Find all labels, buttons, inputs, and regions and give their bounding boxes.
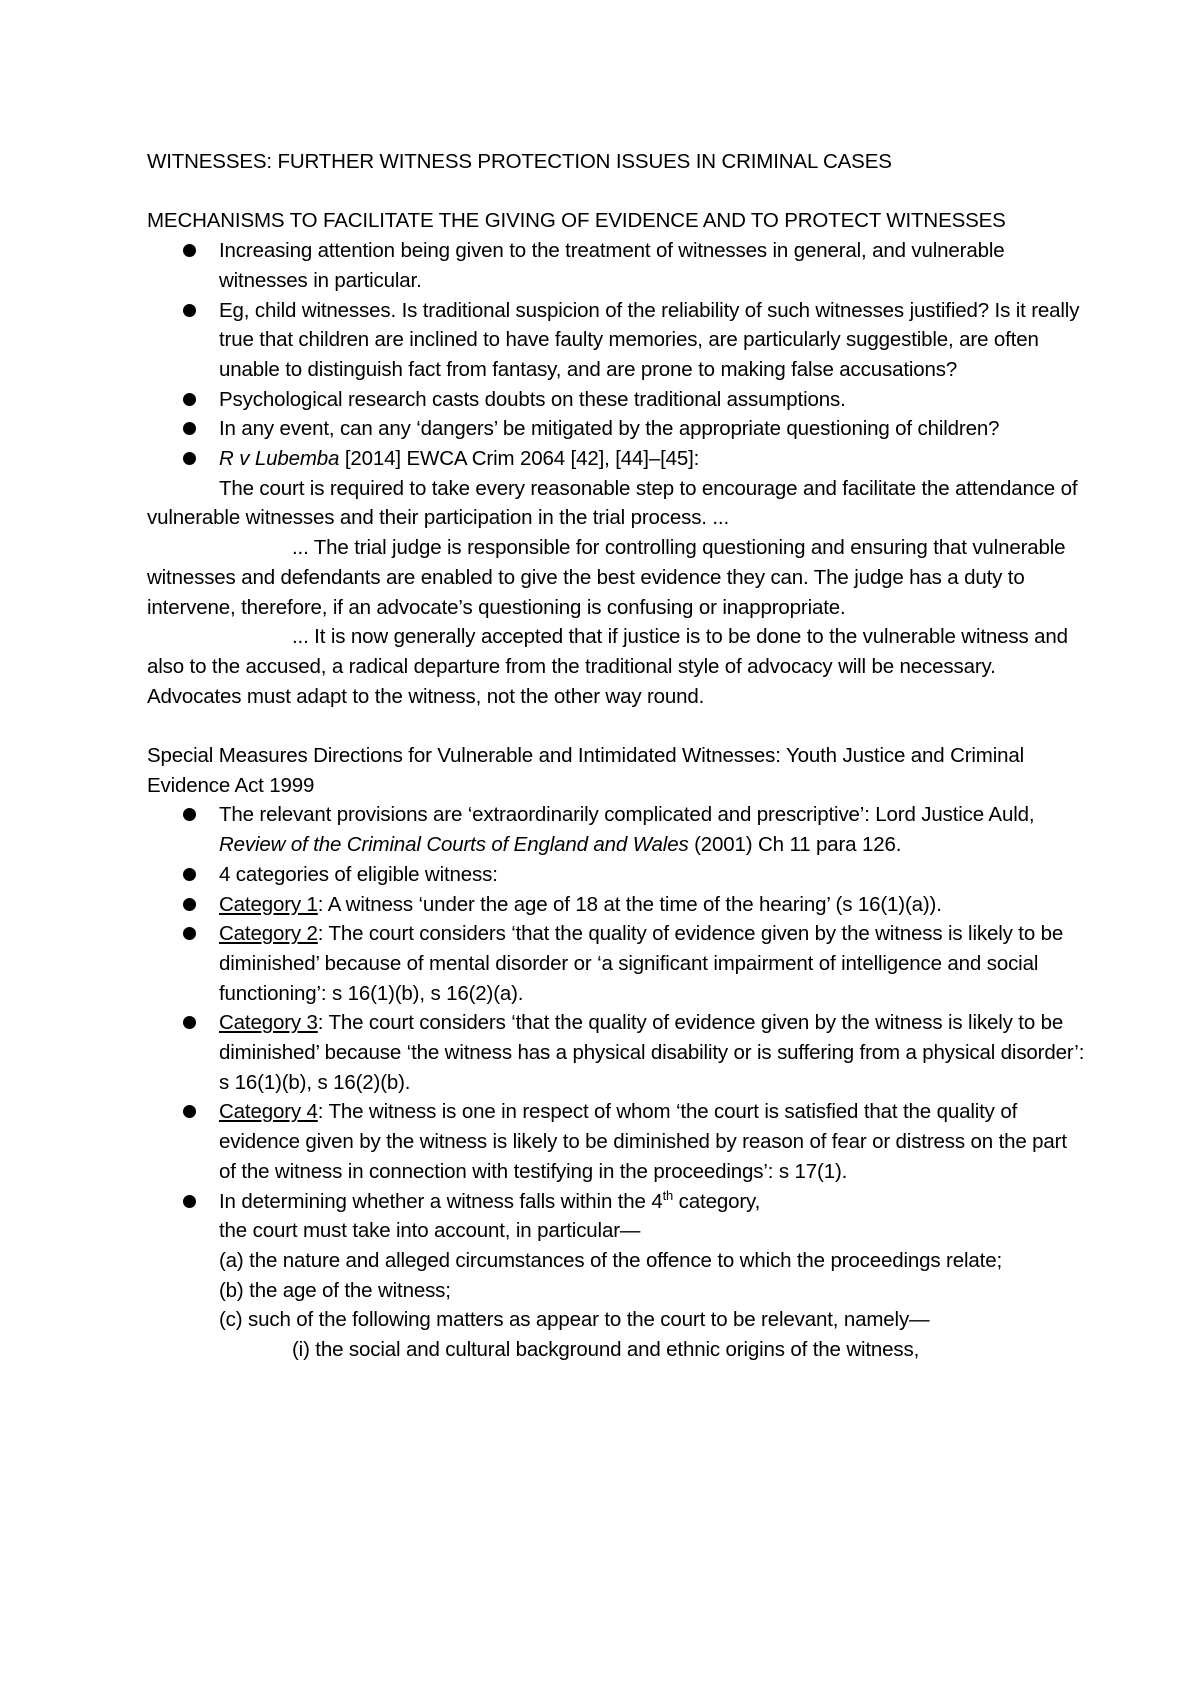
list-item <box>147 385 1087 415</box>
section-heading-special-measures: Special Measures Directions for Vulnerable and Intimidated Witnesses: Youth Justice and Criminal Evidence Act 1999 <box>147 744 1025 797</box>
list-item-text: Eg, child witnesses. Is traditional suspicion of the reliability of such witnesses justified? Is it really true that children are inclined to have faulty memories, are particularly suggestible, are often unable to distinguish fact from fantasy, and are prone to making false accusations? <box>219 298 1080 381</box>
category-label: Category 4 <box>219 1100 318 1124</box>
list-item-text: In determining whether a witness falls within the 4 <box>219 1189 663 1213</box>
list-item-text: In any event, can any ‘dangers’ be mitigated by the appropriate questioning of children? <box>219 417 1000 441</box>
statute-clause-a: (a) the nature and alleged circumstances of the offence to which the proceedings relate; <box>219 1248 1002 1272</box>
category-item <box>147 1097 1087 1186</box>
list-item <box>147 1187 1087 1217</box>
case-citation: [2014] EWCA Crim 2064 [42], [44]–[45]: <box>339 447 700 471</box>
bullet-icon <box>183 808 196 821</box>
bullet-icon <box>183 422 196 435</box>
case-quote-paragraph: The court is required to take every reasonable step to encourage and facilitate the attendance of vulnerable witnesses and their participation in the trial process. ... <box>147 476 1078 530</box>
list-item <box>147 800 1087 859</box>
bullet-icon <box>183 1016 196 1029</box>
list-item <box>147 414 1087 444</box>
bullet-icon <box>183 244 196 257</box>
case-quote-paragraph: ... The trial judge is responsible for controlling questioning and ensuring that vulnerable witnesses and defendants are enabled to give the best evidence they can. The judge has a duty to intervene, therefore, if an advocate’s questioning is confusing or inappropriate. <box>147 536 1066 619</box>
bullet-icon <box>183 927 196 940</box>
statute-clause-c-i: (i) the social and cultural background and ethnic origins of the witness, <box>292 1338 920 1362</box>
category-label: Category 3 <box>219 1011 318 1035</box>
document-body <box>147 147 1087 1365</box>
bullet-icon <box>183 898 196 911</box>
bullet-icon <box>183 304 196 317</box>
list-item-text: The relevant provisions are ‘extraordinarily complicated and prescriptive’: Lord Justice Auld, <box>219 803 1035 827</box>
spacer <box>147 711 1087 741</box>
list-item-case <box>147 444 1087 474</box>
case-name: R v Lubemba <box>219 447 340 471</box>
special-measures-list <box>147 800 1087 1216</box>
category-text: : The witness is one in respect of whom ‘the court is satisfied that the quality of evidence given by the witness is likely to be diminished by reason of fear or distress on the part of the witness in connection with testifying in the proceedings’: s 17(1). <box>219 1100 1067 1183</box>
list-item-text: category, <box>673 1189 761 1213</box>
bullet-icon <box>183 868 196 881</box>
case-quote-paragraph: ... It is now generally accepted that if justice is to be done to the vulnerable witness and also to the accused, a radical departure from the traditional style of advocacy will be necessary. Advocates must adapt to the witness, not the other way round. <box>147 625 1068 708</box>
bullet-icon <box>183 393 196 406</box>
section-heading-mechanisms: MECHANISMS TO FACILITATE THE GIVING OF EVIDENCE AND TO PROTECT WITNESSES <box>147 209 1006 233</box>
statute-clause-b: (b) the age of the witness; <box>219 1278 451 1302</box>
category-item <box>147 890 1087 920</box>
list-item-text: (2001) Ch 11 para 126. <box>688 833 902 857</box>
report-title: Review of the Criminal Courts of England and Wales <box>219 833 689 857</box>
mechanisms-list <box>147 236 1087 474</box>
document-title: WITNESSES: FURTHER WITNESS PROTECTION ISSUES IN CRIMINAL CASES <box>147 150 892 173</box>
list-item <box>147 236 1087 295</box>
list-item-text: 4 categories of eligible witness: <box>219 862 498 886</box>
statute-clause-c: (c) such of the following matters as appear to the court to be relevant, namely— <box>219 1308 930 1332</box>
category-text: : A witness ‘under the age of 18 at the time of the hearing’ (s 16(1)(a)). <box>317 892 942 916</box>
list-item <box>147 860 1087 890</box>
list-item-text: Psychological research casts doubts on these traditional assumptions. <box>219 387 846 411</box>
bullet-icon <box>183 1105 196 1118</box>
category-text: : The court considers ‘that the quality of evidence given by the witness is likely to be diminished’ because ‘the witness has a physical disability or is suffering from a physical disorder’: s 16(1)(b), s 16(2)(b). <box>219 1011 1085 1094</box>
bullet-icon <box>183 452 196 465</box>
bullet-icon <box>183 1195 196 1208</box>
ordinal-suffix: th <box>662 1187 674 1203</box>
spacer <box>147 177 1087 207</box>
category-text: : The court considers ‘that the quality of evidence given by the witness is likely to be diminished’ because of mental disorder or ‘a significant impairment of intelligence and social functioning’: s 16(1)(b), s 16(2)(a). <box>219 922 1064 1005</box>
category-item <box>147 919 1087 1008</box>
category-label: Category 1 <box>219 892 318 916</box>
category-item <box>147 1008 1087 1097</box>
list-item <box>147 296 1087 385</box>
statute-intro: the court must take into account, in particular— <box>219 1219 641 1243</box>
list-item-text: Increasing attention being given to the treatment of witnesses in general, and vulnerable witnesses in particular. <box>219 239 1005 292</box>
category-label: Category 2 <box>219 922 318 946</box>
